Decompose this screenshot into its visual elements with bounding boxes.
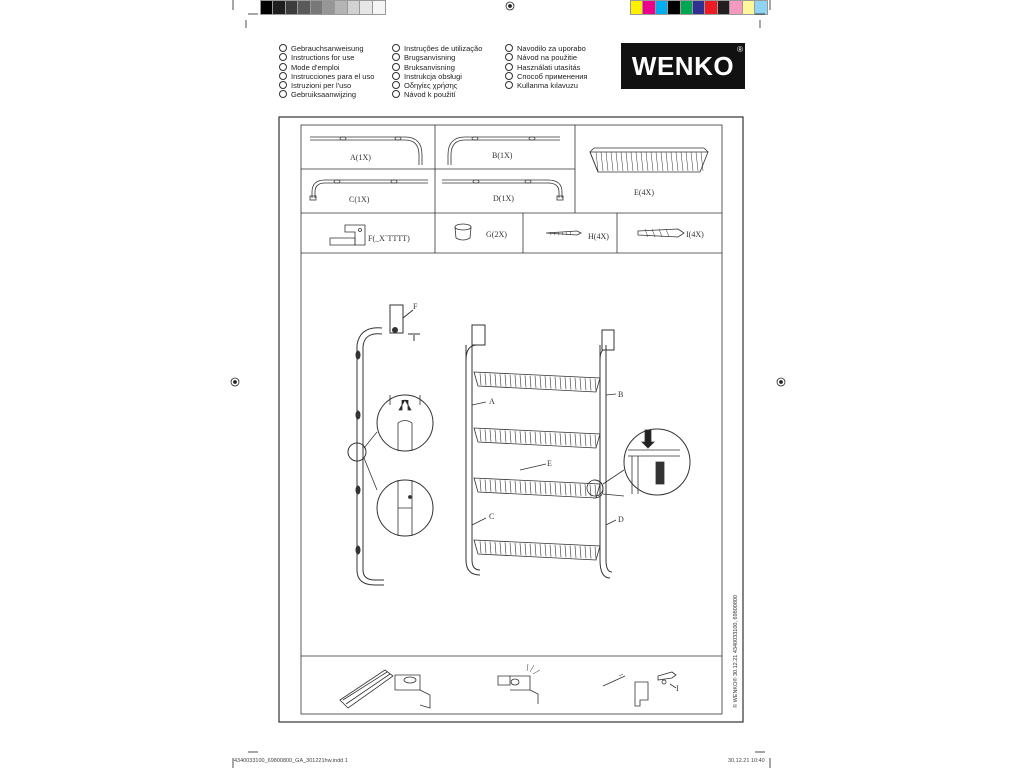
language-list-3: Navodilo za uporabo Návod na použitie Használati utasítás Способ применения Kullanma kılavuzu — [505, 44, 588, 90]
diagram-label-a: A — [489, 397, 495, 406]
label-part-e: E(4X) — [634, 188, 654, 197]
part-f-bracket — [330, 225, 365, 245]
language-list-2: Instruções de utilização Brugsanvisning Bruksanvisning Instrukcja obsługi Οδηγίες χρήσης Návod k použití — [392, 44, 482, 100]
bottom-step-1 — [340, 670, 430, 708]
label-part-f: F(_X`TTTT) — [368, 234, 410, 243]
detail-insert-bottom — [377, 480, 433, 536]
footer-date: 30.12.21 10:40 — [728, 758, 765, 764]
diagram-label-i: I — [676, 684, 679, 693]
label-part-d: D(1X) — [493, 194, 514, 203]
bottom-step-3 — [603, 672, 676, 706]
diagram-label-c: C — [489, 512, 495, 521]
part-i-dowel — [638, 229, 684, 237]
shelf-basket — [474, 540, 600, 560]
diagram-label-d: D — [618, 515, 624, 524]
diagram-label-f: F — [413, 302, 418, 311]
diagram-label-e: E — [547, 459, 552, 468]
part-h-screw — [546, 231, 581, 235]
detail-insert-top — [377, 395, 433, 451]
detail-basket-hook — [624, 429, 690, 495]
assembled-shelf-view — [466, 325, 614, 578]
outer-frame — [279, 117, 743, 722]
label-part-a: A(1X) — [350, 153, 371, 162]
language-list-1: Gebrauchsanweisung Instructions for use Mode d'emploi Instrucciones para el uso Istruzioni per l'uso Gebruiksaanwijzing — [279, 44, 374, 100]
shelf-basket — [474, 478, 600, 498]
bottom-step-2 — [498, 664, 540, 704]
label-part-g: G(2X) — [486, 230, 507, 239]
part-e-basket — [590, 148, 708, 172]
logo-text: WENKO — [631, 51, 735, 81]
logo-registered-mark: ® — [737, 45, 743, 54]
shelf-basket — [474, 372, 600, 392]
label-part-b: B(1X) — [492, 151, 513, 160]
label-part-h: H(4X) — [588, 232, 609, 241]
vertical-product-code: © WENKO® 30.12.21 4340033100, 69800800 — [733, 595, 739, 708]
part-g-cap — [455, 224, 471, 240]
shelf-basket — [474, 428, 600, 448]
side-rail-view — [348, 305, 420, 585]
footer-filename: 4340033100_69800800_GA_301221hw.indd 1 — [234, 758, 348, 764]
label-part-c: C(1X) — [349, 195, 370, 204]
diagram-label-b: B — [618, 390, 624, 399]
label-part-i: I(4X) — [686, 230, 704, 239]
